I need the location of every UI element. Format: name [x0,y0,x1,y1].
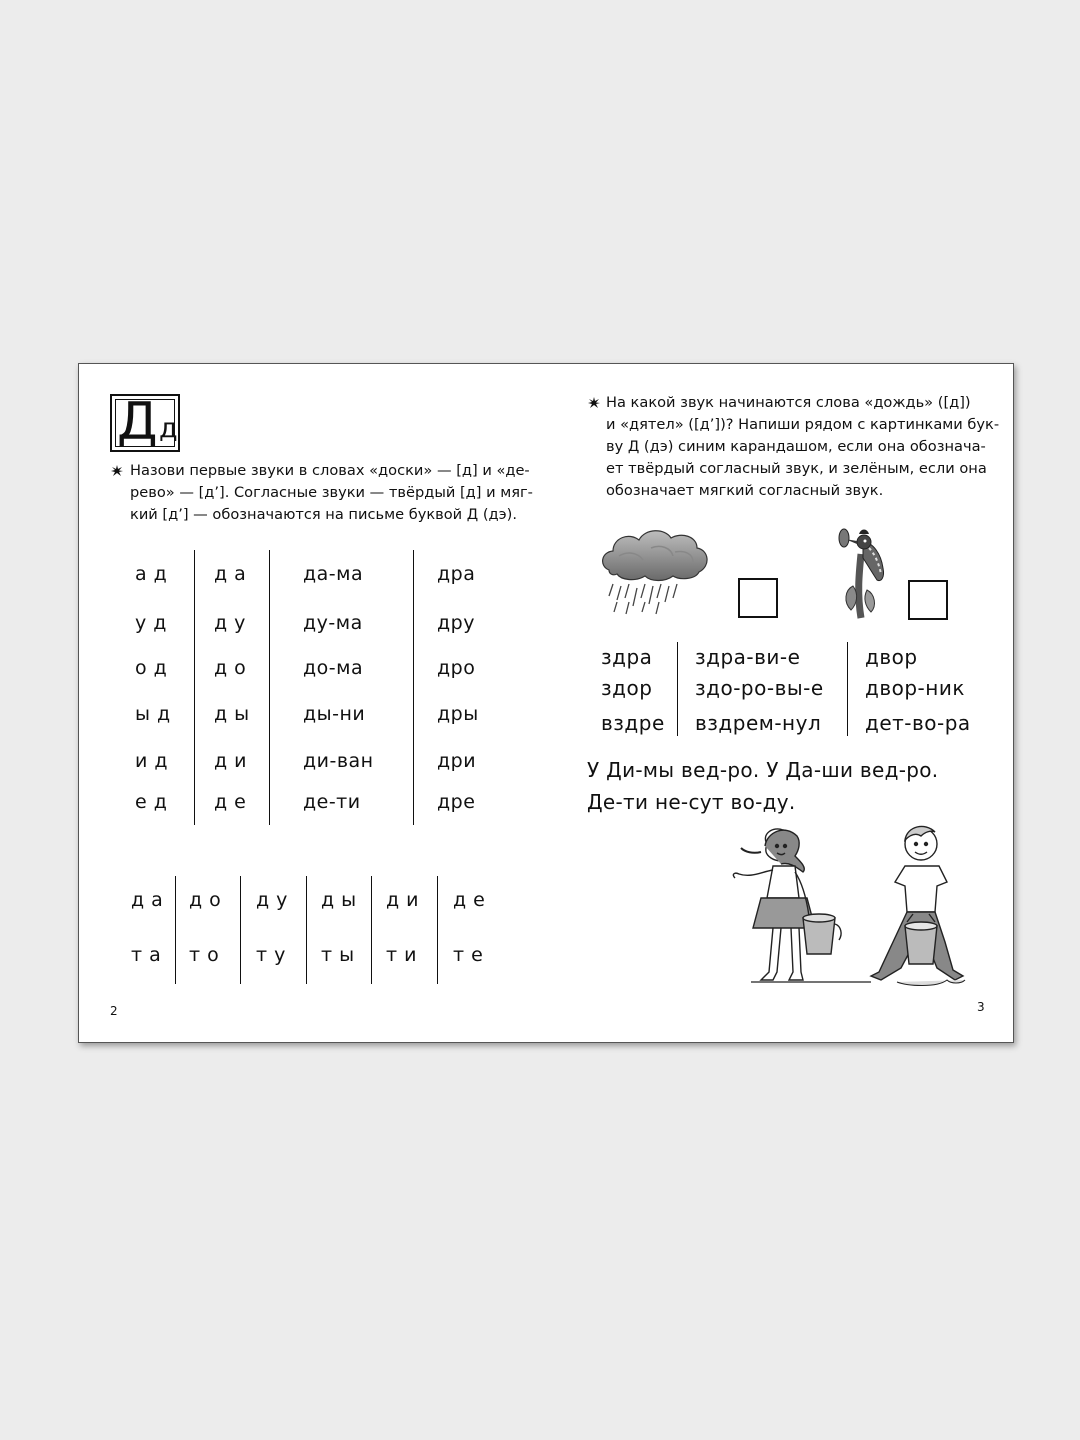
syllable-cell: да-ма [303,563,364,585]
book-spread [78,363,1014,1043]
instruction-line: и «дятел» ([д’])? Напиши рядом с картинками бук- [606,416,1000,433]
instruction-line: кий [д’] — обозначаются на письме буквой Д (дэ). [130,506,517,523]
right-instruction [588,392,998,502]
syllable-cell: дры [437,703,479,725]
pair-cell: д ы [321,889,357,911]
instruction-line: ет твёрдый согласный звук, и зелёным, если она [606,460,987,477]
asterisk-icon [588,397,600,409]
syllable-cell: ди-ван [303,750,374,772]
syllable-cell: д а [214,563,247,585]
word-cell: двор [865,645,918,669]
letter-uppercase: Д [117,392,158,452]
syllable-cell: д и [214,750,248,772]
syllable-cell: д ы [214,703,250,725]
pair-cell: д а [131,889,164,911]
children-with-buckets-icon [711,822,991,1002]
reading-sentence: У Ди-мы вед-ро. У Да-ши вед-ро. [587,758,939,782]
syllable-cell: де-ти [303,791,361,813]
syllable-cell: ы д [135,703,171,725]
letter-lowercase: д [159,413,178,444]
syllable-cell: дра [437,563,476,585]
syllable-cell: ду-ма [303,612,363,634]
syllable-cell: и д [135,750,169,772]
pair-cell: т е [453,944,484,966]
instruction-line: Назови первые звуки в словах «доски» — [д] и «де- [130,462,530,479]
instruction-line: На какой звук начинаются слова «дождь» ([д]) [606,394,971,411]
pair-cell: т ы [321,944,355,966]
syllable-cell: о д [135,657,168,679]
pair-cell: д у [256,889,288,911]
reading-sentence: Де-ти не-сут во-ду. [587,790,796,814]
word-cell: здра [601,645,653,669]
syllable-cell: е д [135,791,168,813]
asterisk-icon [111,465,123,477]
page-number-right: 3 [977,1000,985,1014]
word-cell: вздрем-нул [695,711,822,735]
word-cell: двор-ник [865,676,965,700]
word-cell: здор [601,676,653,700]
syllable-cell: дри [437,750,477,772]
answer-box-cloud[interactable] [738,578,778,618]
pair-cell: т о [189,944,220,966]
syllable-cell: дру [437,612,475,634]
syllable-cell: д е [214,791,247,813]
syllable-cell: ды-ни [303,703,366,725]
letter-box [110,394,180,452]
instruction-line: ву Д (дэ) синим карандашом, если она обознача- [606,438,986,455]
syllable-cell: у д [135,612,167,634]
instruction-line: рево» — [д’]. Согласные звуки — твёрдый [д] и мяг- [130,484,533,501]
pair-cell: д е [453,889,486,911]
pair-cell: д и [386,889,420,911]
word-cell: здра-ви-е [695,645,801,669]
syllable-cell: до-ма [303,657,364,679]
woodpecker-icon [831,524,891,620]
answer-box-woodpecker[interactable] [908,580,948,620]
syllable-cell: а д [135,563,168,585]
left-instruction [111,460,531,530]
pair-cell: д о [189,889,222,911]
syllable-cell: дро [437,657,476,679]
rain-cloud-icon [599,526,711,618]
instruction-line: обозначает мягкий согласный звук. [606,482,884,499]
syllable-cell: д о [214,657,247,679]
pair-cell: т и [386,944,417,966]
syllable-cell: дре [437,791,476,813]
syllable-cell: д у [214,612,246,634]
page-number-left: 2 [110,1004,118,1018]
word-cell: вздре [601,711,665,735]
word-cell: дет-во-ра [865,711,971,735]
pair-cell: т а [131,944,162,966]
pair-cell: т у [256,944,286,966]
word-cell: здо-ро-вы-е [695,676,824,700]
